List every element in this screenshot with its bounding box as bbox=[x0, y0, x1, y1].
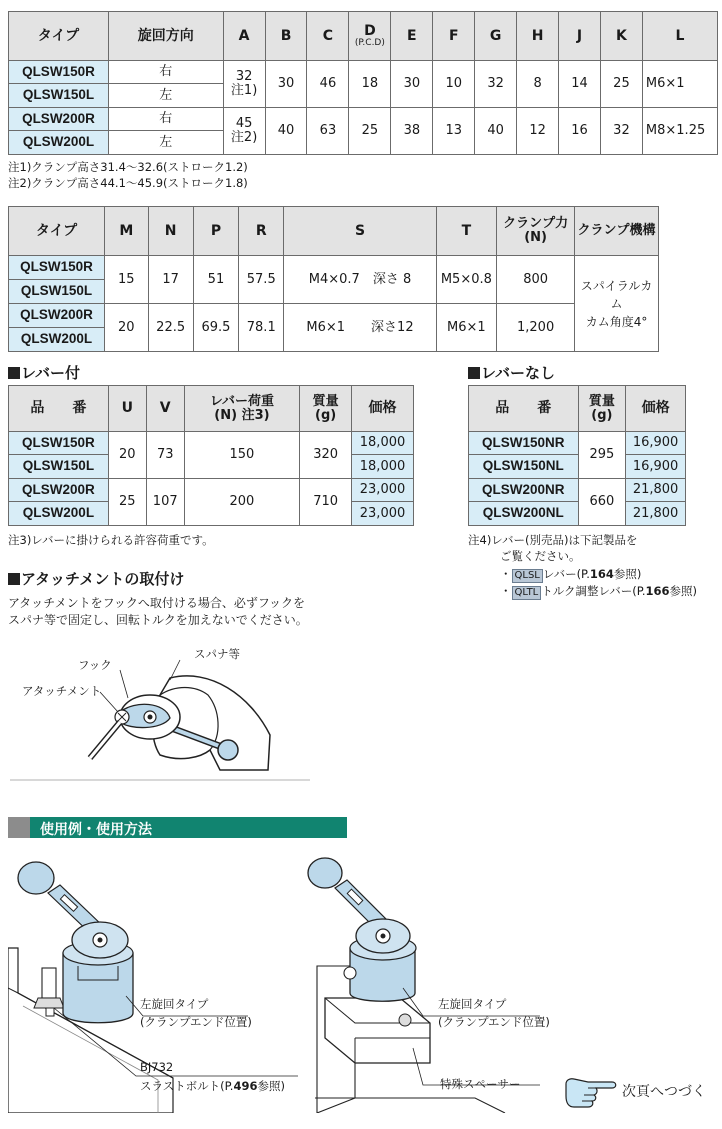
m-cell: 15 bbox=[105, 256, 148, 304]
mechanism-cell bbox=[575, 256, 659, 352]
s-cell: M4×0.7 深さ 8 bbox=[284, 256, 436, 304]
type-cell: QLSW200R bbox=[9, 304, 105, 328]
label-spanner: スパナ等 bbox=[194, 647, 240, 661]
table-row bbox=[9, 256, 659, 280]
label-attachment: アタッチメント bbox=[22, 684, 102, 698]
c-cell: 63 bbox=[307, 108, 349, 155]
pointing-hand-icon bbox=[562, 1074, 620, 1110]
qlsl-tag: QLSL bbox=[512, 569, 543, 583]
price-cell: 18,000 bbox=[352, 432, 414, 455]
banner-accent bbox=[8, 817, 30, 838]
header-direction: 旋回方向 bbox=[108, 12, 223, 61]
mass-cell: 320 bbox=[300, 432, 352, 479]
mass-label: 質量 bbox=[312, 393, 339, 409]
table-row bbox=[469, 502, 686, 526]
v-cell: 73 bbox=[146, 432, 184, 479]
nolever-title-text: レバーなし bbox=[481, 364, 555, 382]
part-number-cell: QLSW200L bbox=[9, 502, 109, 526]
usage-banner bbox=[8, 817, 347, 838]
table-row bbox=[9, 432, 414, 455]
ref-qlsl-text: レバー(P. bbox=[542, 567, 590, 581]
lever-note: 注3)レバーに掛けられる許容荷重です。 bbox=[8, 533, 214, 547]
table-row bbox=[9, 108, 718, 131]
left-type-sublabel: (クランプエンド位置) bbox=[140, 1015, 252, 1029]
ref-qltl-suffix: 参照) bbox=[669, 584, 698, 598]
ref-qlsl-page: 164 bbox=[589, 567, 614, 581]
bolt-ref-suffix: 参照) bbox=[257, 1079, 285, 1093]
header-type: タイプ bbox=[9, 207, 105, 256]
header-c: C bbox=[307, 12, 349, 61]
right-type-label: 左旋回タイプ bbox=[438, 997, 507, 1011]
usage-illustration-right bbox=[305, 848, 565, 1113]
r-cell: 78.1 bbox=[239, 304, 284, 352]
lever-section-title bbox=[8, 362, 80, 383]
g-cell: 40 bbox=[475, 108, 517, 155]
attach-text-2: スパナ等で固定し、回転トルクを加えないでください。 bbox=[8, 613, 308, 627]
force-cell: 800 bbox=[497, 256, 575, 304]
header-f: F bbox=[433, 12, 475, 61]
g-cell: 32 bbox=[475, 61, 517, 108]
lever-title-text: レバー付 bbox=[21, 364, 80, 382]
header-d-sub: (P.C.D) bbox=[354, 37, 385, 48]
nolever-note-1: 注4)レバー(別売品)は下記製品を bbox=[468, 533, 638, 547]
part-number-cell: QLSW200NR bbox=[469, 479, 579, 502]
table-row bbox=[469, 479, 686, 502]
part-number-cell: QLSW150NR bbox=[469, 432, 579, 455]
a-value: 45 bbox=[235, 116, 253, 132]
table-row bbox=[469, 432, 686, 455]
price-cell: 18,000 bbox=[352, 455, 414, 479]
table-row bbox=[9, 304, 659, 328]
type-cell: QLSW150L bbox=[9, 84, 109, 108]
header-price: 価格 bbox=[626, 386, 686, 432]
f-cell: 13 bbox=[433, 108, 475, 155]
banner-title: 使用例・使用方法 bbox=[40, 822, 152, 838]
r-cell: 57.5 bbox=[239, 256, 284, 304]
load-cell: 150 bbox=[184, 432, 300, 479]
mechanism-line-2: カム角度4° bbox=[585, 314, 648, 329]
nolever-price-table bbox=[468, 385, 686, 526]
bolt-nut bbox=[34, 998, 64, 1008]
part-number-cell: QLSW150NL bbox=[469, 455, 579, 479]
k-cell: 25 bbox=[600, 61, 642, 108]
price-cell: 21,800 bbox=[626, 502, 686, 526]
table1-note-2: 注2)クランプ高さ44.1～45.9(ストローク1.8) bbox=[8, 176, 248, 190]
t-cell: M6×1 bbox=[436, 304, 497, 352]
m-cell: 20 bbox=[105, 304, 148, 352]
header-s: S bbox=[284, 207, 436, 256]
clamp-force-label: クランプ力 bbox=[503, 216, 569, 232]
d-cell: 18 bbox=[349, 61, 391, 108]
mass-unit: (g) bbox=[315, 407, 337, 423]
d-cell: 25 bbox=[349, 108, 391, 155]
header-e: E bbox=[391, 12, 433, 61]
header-u: U bbox=[108, 386, 146, 432]
header-b: B bbox=[265, 12, 307, 61]
header-g: G bbox=[475, 12, 517, 61]
square-bullet-icon bbox=[8, 367, 20, 379]
price-cell: 16,900 bbox=[626, 455, 686, 479]
j-cell: 16 bbox=[559, 108, 601, 155]
bolt-label: BJ732 bbox=[140, 1060, 174, 1074]
u-cell: 20 bbox=[108, 432, 146, 479]
lever-load-label: レバー荷重 bbox=[209, 393, 274, 409]
ref-qltl-text: トルク調整レバー(P. bbox=[541, 584, 646, 598]
header-m: M bbox=[105, 207, 148, 256]
lever-price-table bbox=[8, 385, 414, 526]
p-cell: 69.5 bbox=[193, 304, 238, 352]
clamp-force-unit: (N) bbox=[524, 230, 547, 245]
b-cell: 30 bbox=[265, 61, 307, 108]
ref-qlsl[interactable]: ・ QLSL レバー(P.164参照) bbox=[500, 567, 642, 581]
t-cell: M5×0.8 bbox=[436, 256, 497, 304]
a-cell bbox=[223, 61, 265, 108]
header-j: J bbox=[559, 12, 601, 61]
square-bullet-icon bbox=[8, 573, 20, 585]
part-number-cell: QLSW150R bbox=[9, 432, 109, 455]
type-cell: QLSW200R bbox=[9, 108, 109, 131]
header-mass bbox=[578, 386, 626, 432]
h-cell: 12 bbox=[517, 108, 559, 155]
mechanism-line-1: スパイラルカム bbox=[580, 278, 653, 311]
c-cell: 46 bbox=[307, 61, 349, 108]
header-price: 価格 bbox=[352, 386, 414, 432]
price-cell: 16,900 bbox=[626, 432, 686, 455]
header-n: N bbox=[148, 207, 193, 256]
e-cell: 38 bbox=[391, 108, 433, 155]
part-number-cell: QLSW150L bbox=[9, 455, 109, 479]
price-cell: 21,800 bbox=[626, 479, 686, 502]
header-clamp-mechanism: クランプ機構 bbox=[575, 207, 659, 256]
mass-unit: (g) bbox=[591, 407, 613, 423]
type-cell: QLSW200L bbox=[9, 328, 105, 352]
direction-cell: 左 bbox=[108, 84, 223, 108]
e-cell: 30 bbox=[391, 61, 433, 108]
dimension-table-1 bbox=[8, 11, 718, 155]
qltl-tag: QLTL bbox=[512, 586, 542, 600]
left-type-label: 左旋回タイプ bbox=[140, 997, 209, 1011]
header-l: L bbox=[642, 12, 717, 61]
b-cell: 40 bbox=[265, 108, 307, 155]
header-mass bbox=[300, 386, 352, 432]
spacer-label: 特殊スペーサー bbox=[440, 1077, 521, 1091]
nolever-note-2: ご覧ください。 bbox=[500, 549, 581, 563]
h-cell: 8 bbox=[517, 61, 559, 108]
mass-cell: 660 bbox=[578, 479, 626, 526]
v-cell: 107 bbox=[146, 479, 184, 526]
force-cell: 1,200 bbox=[497, 304, 575, 352]
p-cell: 51 bbox=[193, 256, 238, 304]
mass-cell: 295 bbox=[578, 432, 626, 479]
ref-qltl-page: 166 bbox=[645, 584, 670, 598]
a-note: 注1) bbox=[230, 83, 258, 98]
header-part-number: 品 番 bbox=[9, 386, 109, 432]
header-part-number: 品 番 bbox=[469, 386, 579, 432]
table1-note-1: 注1)クランプ高さ31.4～32.6(ストローク1.2) bbox=[8, 160, 248, 174]
type-cell: QLSW150R bbox=[9, 61, 109, 84]
table-row bbox=[9, 61, 718, 84]
direction-cell: 右 bbox=[108, 61, 223, 84]
attachment-diagram bbox=[10, 640, 310, 790]
a-cell bbox=[223, 108, 265, 155]
lever-ball bbox=[218, 740, 238, 760]
f-cell: 10 bbox=[433, 61, 475, 108]
l-cell: M6×1 bbox=[642, 61, 717, 108]
nolever-section-title bbox=[468, 362, 555, 383]
j-cell: 14 bbox=[559, 61, 601, 108]
attach-text-1: アタッチメントをフックへ取付ける場合、必ずフックを bbox=[8, 596, 306, 610]
price-cell: 23,000 bbox=[352, 502, 414, 526]
load-cell: 200 bbox=[184, 479, 300, 526]
bolt-ref-text: スラストボルト(P. bbox=[140, 1079, 234, 1093]
table-row bbox=[9, 479, 414, 502]
type-cell: QLSW150L bbox=[9, 280, 105, 304]
mass-label: 質量 bbox=[588, 393, 615, 409]
n-cell: 22.5 bbox=[148, 304, 193, 352]
next-page-text[interactable]: 次頁へつづく bbox=[622, 1084, 706, 1100]
price-cell: 23,000 bbox=[352, 479, 414, 502]
direction-cell: 左 bbox=[108, 131, 223, 155]
attach-section-title bbox=[8, 568, 184, 589]
direction-cell: 右 bbox=[108, 108, 223, 131]
lever-ball bbox=[18, 862, 54, 894]
header-type: タイプ bbox=[9, 12, 109, 61]
header-lever-load bbox=[184, 386, 300, 432]
part-number-cell: QLSW200NL bbox=[469, 502, 579, 526]
s-cell: M6×1 深さ12 bbox=[284, 304, 436, 352]
header-k: K bbox=[600, 12, 642, 61]
header-h: H bbox=[517, 12, 559, 61]
lever-load-unit: (N) 注3) bbox=[214, 407, 270, 423]
header-p: P bbox=[193, 207, 238, 256]
n-cell: 17 bbox=[148, 256, 193, 304]
k-cell: 32 bbox=[600, 108, 642, 155]
header-d-label: D bbox=[364, 22, 376, 39]
a-note: 注2) bbox=[230, 130, 258, 145]
header-clamp-force bbox=[497, 207, 575, 256]
bolt-ref-page: 496 bbox=[233, 1079, 258, 1093]
header-r: R bbox=[239, 207, 284, 256]
l-cell: M8×1.25 bbox=[642, 108, 717, 155]
bolt-ref[interactable] bbox=[140, 1078, 285, 1094]
attach-title-text: アタッチメントの取付け bbox=[21, 570, 185, 588]
ref-qlsl-suffix: 参照) bbox=[613, 567, 642, 581]
lever-ball bbox=[308, 858, 342, 888]
label-hook: フック bbox=[78, 658, 112, 672]
dimension-table-2 bbox=[8, 206, 659, 352]
ref-qltl[interactable]: ・ QLTL トルク調整レバー(P.166参照) bbox=[500, 584, 698, 598]
type-cell: QLSW200L bbox=[9, 131, 109, 155]
mass-cell: 710 bbox=[300, 479, 352, 526]
table-row bbox=[469, 455, 686, 479]
a-value: 32 bbox=[235, 69, 253, 85]
header-t: T bbox=[436, 207, 497, 256]
header-d bbox=[349, 12, 391, 61]
right-type-sublabel: (クランプエンド位置) bbox=[438, 1015, 550, 1029]
type-cell: QLSW150R bbox=[9, 256, 105, 280]
header-a: A bbox=[223, 12, 265, 61]
u-cell: 25 bbox=[108, 479, 146, 526]
part-number-cell: QLSW200R bbox=[9, 479, 109, 502]
square-bullet-icon bbox=[468, 367, 480, 379]
header-v: V bbox=[146, 386, 184, 432]
